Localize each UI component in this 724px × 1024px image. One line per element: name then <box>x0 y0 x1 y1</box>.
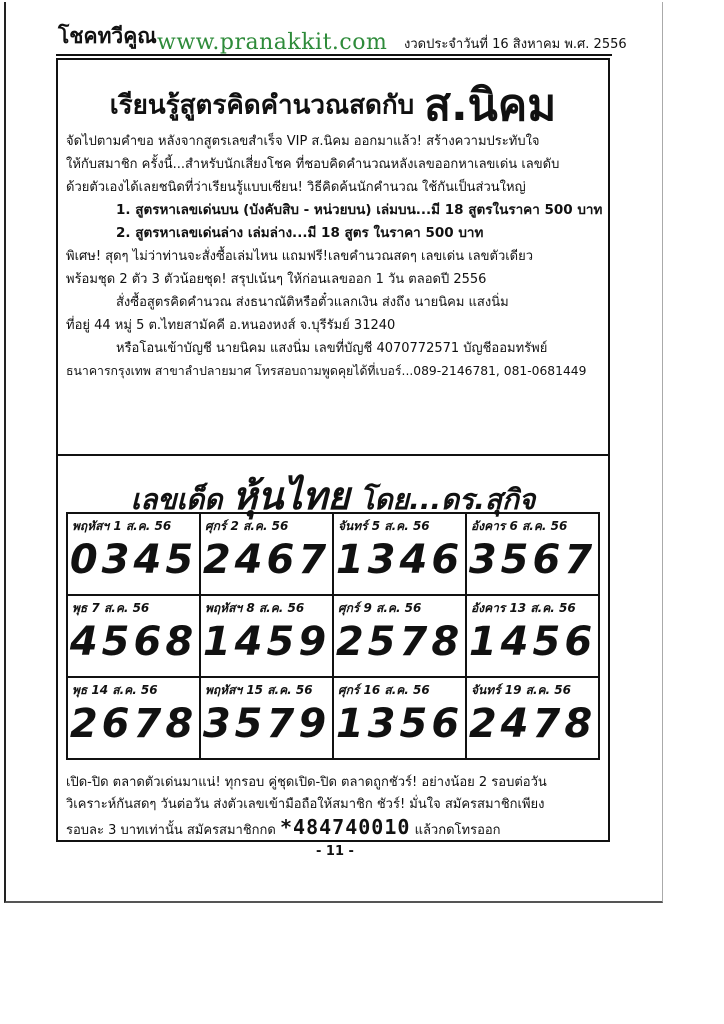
cell-number: 3579 <box>202 701 331 747</box>
sms-code: *484740010 <box>280 815 411 839</box>
cell-number: 1459 <box>202 619 331 665</box>
intro-line: จัดไปตามคำขอ หลังจากสูตรเลขสำเร็จ VIP ส.นิคม ออกมาแล้ว! สร้างความประทับใจ <box>66 134 540 149</box>
table-row <box>67 677 599 759</box>
ad-intro <box>66 130 606 383</box>
cell-number: 2678 <box>69 701 198 747</box>
cell-date: พุธ 14 ส.ค. 56 <box>72 683 158 697</box>
table-cell <box>333 595 466 677</box>
magazine-logo: โชคทวีคูณ <box>58 24 157 48</box>
footer-line: เปิด-ปิด ตลาดตัวเด่นมาแน่! ทุกรอบ คู่ชุดเปิด-ปิด ตลาดถูกชัวร์! อย่างน้อย 2 รอบต่อวัน <box>66 775 547 790</box>
cell-date: จันทร์ 5 ส.ค. 56 <box>338 519 430 533</box>
table-cell <box>200 677 333 759</box>
table-cell <box>466 513 599 595</box>
cell-date: อังคาร 13 ส.ค. 56 <box>471 601 576 615</box>
ad-title-name: ส.นิคม <box>424 80 557 131</box>
footer-text <box>66 772 606 842</box>
bank-line: ธนาคารกรุงเทพ สาขาลำปลายมาศ โทรสอบถามพูดคุยได้ที่เบอร์...089-2146781, 081-0681449 <box>66 364 587 378</box>
table-row <box>67 595 599 677</box>
cell-date: พุธ 7 ส.ค. 56 <box>72 601 150 615</box>
cell-date: จันทร์ 19 ส.ค. 56 <box>471 683 571 697</box>
cell-date: ศุกร์ 2 ส.ค. 56 <box>205 519 289 533</box>
table-cell <box>67 677 200 759</box>
table-cell <box>67 595 200 677</box>
cell-number: 2467 <box>202 537 331 583</box>
offer-item-2: 2. สูตรหาเลขเด่นล่าง เล่มล่าง...มี 18 สูตร ในราคา 500 บาท <box>116 225 484 241</box>
stock-title-a: เลขเด็ด <box>130 483 223 516</box>
table-cell <box>333 513 466 595</box>
cell-number: 1346 <box>335 537 464 583</box>
order-line: สั่งซื้อสูตรคิดคำนวณ ส่งธนาณัติหรือตั๋วแลกเงิน ส่งถึง นายนิคม แสงนิ่ม <box>116 295 509 310</box>
bank-line: หรือโอนเข้าบัญชี นายนิคม แสงนิ่ม เลขที่บัญชี 4070772571 บัญชีออมทรัพย์ <box>116 341 548 356</box>
footer-line: วิเคราะห์กันสดๆ วันต่อวัน ส่งตัวเลขเข้ามือถือให้สมาชิก ชัวร์! มั่นใจ สมัครสมาชิกเพียง <box>66 797 545 812</box>
table-cell <box>466 677 599 759</box>
table-cell <box>67 513 200 595</box>
cell-number: 1356 <box>335 701 464 747</box>
intro-line: ให้กับสมาชิก ครั้งนี้...สำหรับนักเสี่ยงโชค ที่ชอบคิดคำนวณหลังเลขออกหาเลขเด่น เลขดับ <box>66 157 560 172</box>
table-cell <box>200 513 333 595</box>
cell-date: ศุกร์ 16 ส.ค. 56 <box>338 683 430 697</box>
stock-title-c: โดย...ดร.สุกิจ <box>359 483 536 516</box>
cell-date: ศุกร์ 9 ส.ค. 56 <box>338 601 422 615</box>
content-box <box>56 58 610 842</box>
cell-date: พฤหัสฯ 8 ส.ค. 56 <box>205 601 305 615</box>
cell-number: 0345 <box>69 537 198 583</box>
intro-line: ด้วยตัวเองได้เลยชนิดที่ว่าเรียนรู้แบบเซียน! วิธีคิดค้นนักคำนวณ ใช้กันเป็นส่วนใหญ่ <box>66 180 526 195</box>
cell-number: 3567 <box>468 537 597 583</box>
stock-number-table <box>66 512 600 760</box>
header <box>0 0 724 60</box>
cell-date: พฤหัสฯ 15 ส.ค. 56 <box>205 683 313 697</box>
special-line: พิเศษ! สุดๆ ไม่ว่าท่านจะสั่งซื้อเล่มไหน แถมฟรี!เลขคำนวณสดๆ เลขเด่น เลขตัวเดียว <box>66 249 534 264</box>
table-row <box>67 513 599 595</box>
order-line: ที่อยู่ 44 หมู่ 5 ต.ไทยสามัคคี อ.หนองหงส์ จ.บุรีรัมย์ 31240 <box>66 318 396 333</box>
cell-date: อังคาร 6 ส.ค. 56 <box>471 519 568 533</box>
cell-number: 2578 <box>335 619 464 665</box>
cell-number: 4568 <box>69 619 198 665</box>
footer-line <box>66 816 606 842</box>
cell-date: พฤหัสฯ 1 ส.ค. 56 <box>72 519 172 533</box>
cell-number: 1456 <box>468 619 597 665</box>
header-rule <box>56 54 612 56</box>
special-line: พร้อมชุด 2 ตัว 3 ตัวน้อยชุด! สรุปเน้นๆ ให้ก่อนเลขออก 1 วัน ตลอดปี 2556 <box>66 272 487 287</box>
offer-item-1: 1. สูตรหาเลขเด่นบน (บังคับสิบ - หน่วยบน) เล่มบน...มี 18 สูตรในราคา 500 บาท <box>116 202 603 218</box>
cell-number: 2478 <box>468 701 597 747</box>
ad-title-prefix: เรียนรู้สูตรคิดคำนวณสดกับ <box>109 90 415 121</box>
footer-line-b: แล้วกดโทรออก <box>414 823 501 838</box>
watermark-url: www.pranakkit.com <box>157 30 388 55</box>
table-cell <box>200 595 333 677</box>
table-cell <box>333 677 466 759</box>
table-cell <box>466 595 599 677</box>
page-number: - 11 - <box>316 844 354 859</box>
stock-title-b: หุ้นไทย <box>232 474 350 518</box>
issue-date: งวดประจำวันที่ 16 สิงหาคม พ.ศ. 2556 <box>404 37 627 52</box>
footer-line-a: รอบละ 3 บาทเท่านั้น สมัครสมาชิกกด <box>66 823 276 838</box>
section-divider <box>58 454 608 456</box>
